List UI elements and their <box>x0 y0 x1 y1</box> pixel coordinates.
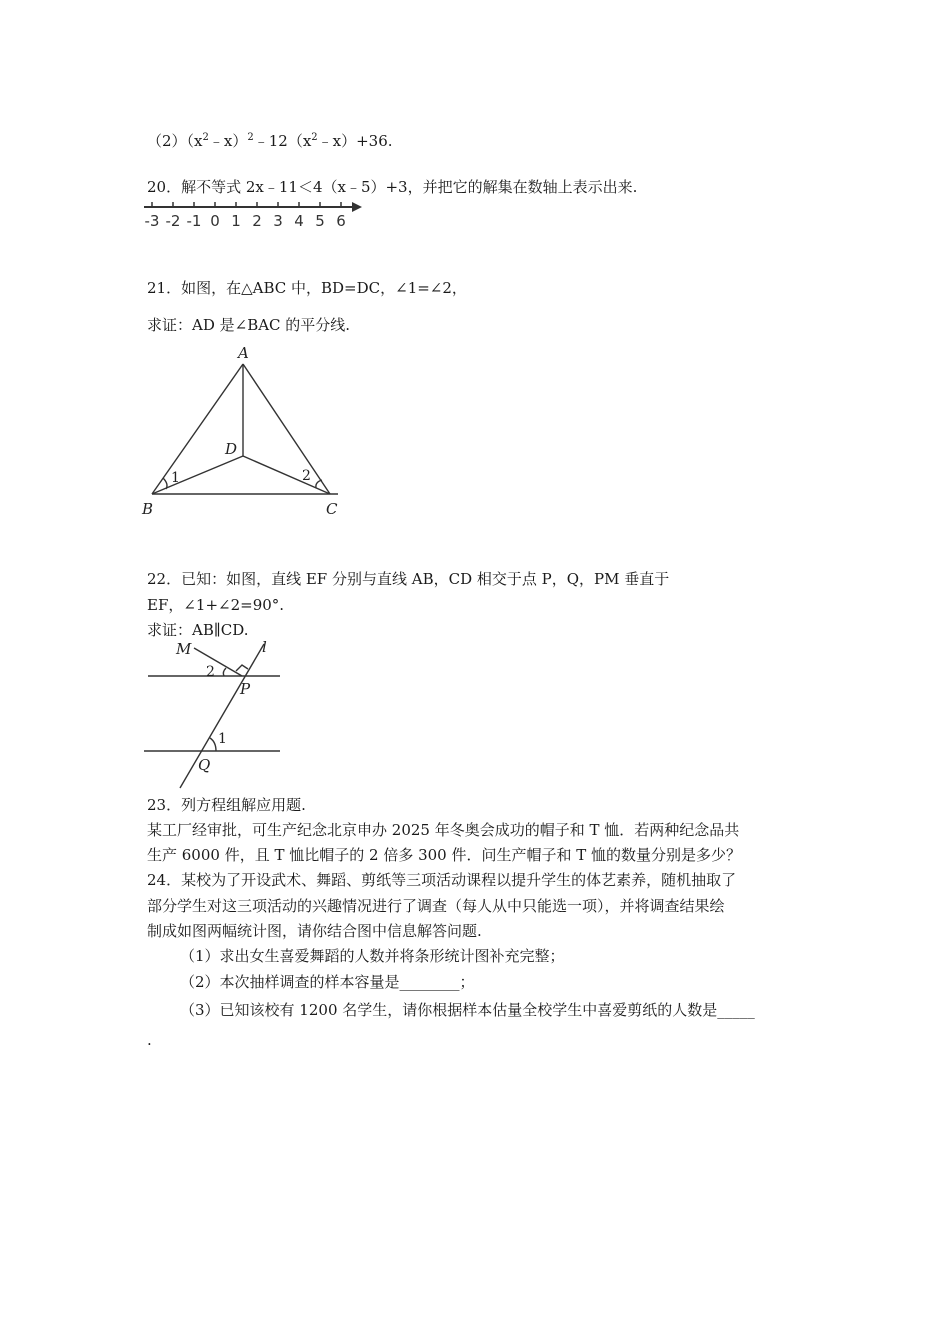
q19-sup-3: 2 <box>311 132 318 143</box>
label-d: D <box>225 440 238 458</box>
triangle-figure <box>138 340 350 522</box>
angle-arc-2 <box>223 668 226 676</box>
label-c: C <box>326 500 338 518</box>
axis-label: 2 <box>252 212 262 230</box>
axis-label: -2 <box>165 212 181 230</box>
q24-sub3: （3）已知该校有 1200 名学生，请你根据样本估量全校学生中喜爱剪纸的人数是_____ <box>180 1001 755 1019</box>
q19-text-d: ﹣x）+36. <box>317 132 393 150</box>
q23-line2: 某工厂经审批，可生产纪念北京申办 2025 年冬奥会成功的帽子和 T 恤．若两种纪念品共 <box>147 821 740 839</box>
segment-pm <box>194 648 242 676</box>
right-angle-mark <box>236 665 248 671</box>
axis-label: 4 <box>294 212 304 230</box>
label-a: A <box>238 344 249 362</box>
q20-text: 20．解不等式 2x﹣11＜4（x﹣5）+3，并把它的解集在数轴上表示出来. <box>147 178 638 196</box>
q19-text-b: ﹣x） <box>208 132 248 150</box>
label-angle-1: 1 <box>171 470 180 486</box>
label-angle-2: 2 <box>302 468 311 484</box>
axis-label: 0 <box>210 212 220 230</box>
axis-label: 1 <box>231 212 241 230</box>
q22-line1: 22．已知：如图，直线 EF 分别与直线 AB，CD 相交于点 P，Q，PM 垂直于 <box>147 570 670 588</box>
label-angle-1: 1 <box>218 731 227 747</box>
label-l: l <box>262 638 267 656</box>
q23-line1: 23．列方程组解应用题. <box>147 796 306 814</box>
angle-arc-1 <box>210 738 216 751</box>
q21-line1: 21．如图，在△ABC 中，BD=DC，∠1=∠2， <box>147 279 467 297</box>
q24-end-period: . <box>147 1031 152 1049</box>
axis-label: 5 <box>315 212 325 230</box>
q24-line3: 制成如图两幅统计图，请你结合图中信息解答问题. <box>147 922 482 940</box>
number-line <box>140 198 370 232</box>
label-m: M <box>176 640 192 658</box>
axis-label: 6 <box>336 212 346 230</box>
q19-part2 <box>147 128 393 151</box>
q24-sub2: （2）本次抽样调查的样本容量是________； <box>180 973 475 991</box>
q24-line1: 24．某校为了开设武术、舞蹈、剪纸等三项活动课程以提升学生的体艺素养，随机抽取了 <box>147 871 737 889</box>
parallel-lines-figure <box>140 638 290 790</box>
label-b: B <box>142 500 154 518</box>
q19-text-c: ﹣12（x <box>253 132 312 150</box>
label-q: Q <box>198 756 211 774</box>
axis-label: 3 <box>273 212 283 230</box>
q19-sup-1: 2 <box>202 132 209 143</box>
q23-line3: 生产 6000 件，且 T 恤比帽子的 2 倍多 300 件．问生产帽子和 T 恤的数量分别是多少？ <box>147 846 742 864</box>
transversal-l <box>180 644 264 788</box>
q24-sub1: （1）求出女生喜爱舞蹈的人数并将条形统计图补充完整； <box>180 947 565 965</box>
q19-sup-2: 2 <box>247 132 254 143</box>
label-angle-2: 2 <box>206 664 215 680</box>
angle-arc-1 <box>163 478 167 489</box>
q22-line3: 求证：AB∥CD. <box>147 621 249 639</box>
q22-line2: EF，∠1+∠2=90°. <box>147 596 285 614</box>
label-p: P <box>240 680 251 698</box>
q19-text-a: （2）（x <box>147 132 203 150</box>
q21-line2: 求证：AD 是∠BAC 的平分线. <box>147 316 351 334</box>
q24-line2: 部分学生对这三项活动的兴趣情况进行了调查（每人从中只能选一项），并将调查结果绘 <box>147 897 725 915</box>
number-line-arrow <box>352 202 362 212</box>
axis-label: -3 <box>144 212 160 230</box>
axis-label: -1 <box>186 212 202 230</box>
